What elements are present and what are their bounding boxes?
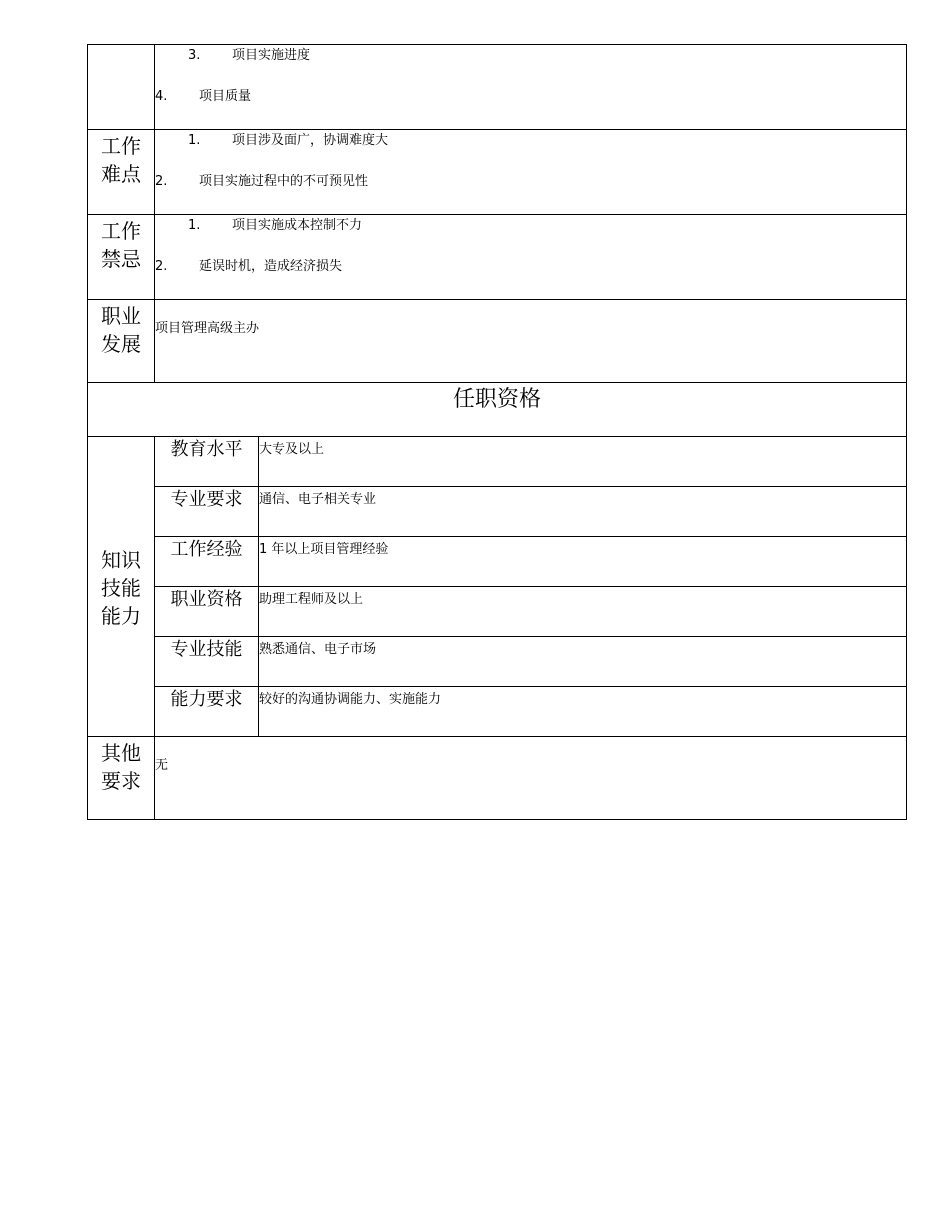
career-label (88, 300, 155, 383)
certification-value: 助理工程师及以上 (259, 587, 907, 637)
skill-value: 熟悉通信、电子市场 (259, 637, 907, 687)
label-line: 职业 (101, 304, 141, 328)
career-row (88, 300, 907, 383)
label-line: 禁忌 (101, 247, 141, 271)
list-item-text: 项目质量 (199, 89, 252, 104)
education-value: 大专及以上 (259, 437, 907, 487)
list-item-number: 3. (188, 48, 201, 63)
ability-label: 能力要求 (155, 687, 259, 737)
list-item (155, 173, 906, 191)
knowledge-row (88, 587, 907, 637)
list-item (155, 47, 906, 65)
knowledge-label (88, 437, 155, 737)
major-value: 通信、电子相关专业 (259, 487, 907, 537)
knowledge-row (88, 537, 907, 587)
education-label: 教育水平 (155, 437, 259, 487)
list-item-number: 1. (188, 133, 201, 148)
ability-value: 较好的沟通协调能力、实施能力 (259, 687, 907, 737)
skill-label: 专业技能 (155, 637, 259, 687)
list-item-number: 1. (188, 218, 201, 233)
list-item-number: 2. (155, 259, 168, 274)
list-item-text: 项目涉及面广，协调难度大 (232, 133, 389, 148)
certification-label: 职业资格 (155, 587, 259, 637)
other-label (88, 737, 155, 820)
experience-label: 工作经验 (155, 537, 259, 587)
difficulties-content-cell (155, 130, 907, 215)
list-item (155, 258, 906, 276)
taboos-content-cell (155, 215, 907, 300)
difficulties-row (88, 130, 907, 215)
qualification-header: 任职资格 (88, 383, 907, 437)
career-content-cell (155, 300, 907, 383)
list-item (155, 217, 906, 235)
other-text: 无 (155, 758, 169, 773)
knowledge-row (88, 487, 907, 537)
list-item-text: 项目实施进度 (232, 48, 311, 63)
progress-content-cell (155, 45, 907, 130)
label-line: 工作 (101, 134, 141, 158)
list-item-text: 延误时机，造成经济损失 (199, 259, 343, 274)
list-item-number: 2. (155, 174, 168, 189)
knowledge-row (88, 637, 907, 687)
difficulties-label (88, 130, 155, 215)
label-line: 难点 (101, 162, 141, 186)
label-line: 要求 (101, 769, 141, 793)
taboos-label (88, 215, 155, 300)
list-item-text: 项目实施过程中的不可预见性 (199, 174, 369, 189)
knowledge-row (88, 437, 907, 487)
experience-value: 1 年以上项目管理经验 (259, 537, 907, 587)
knowledge-row (88, 687, 907, 737)
progress-label-cell (88, 45, 155, 130)
label-line: 技能 (101, 575, 141, 600)
label-line: 发展 (101, 332, 141, 356)
list-item-text: 项目实施成本控制不力 (232, 218, 363, 233)
job-description-table (87, 44, 907, 820)
major-label: 专业要求 (155, 487, 259, 537)
progress-row (88, 45, 907, 130)
label-line: 知识 (101, 547, 141, 572)
qualification-header-row (88, 383, 907, 437)
label-line: 其他 (101, 741, 141, 765)
taboos-row (88, 215, 907, 300)
other-content-cell (155, 737, 907, 820)
label-line: 工作 (101, 219, 141, 243)
list-item (155, 88, 906, 106)
label-line: 能力 (101, 603, 141, 628)
other-row (88, 737, 907, 820)
list-item (155, 132, 906, 150)
career-text: 项目管理高级主办 (155, 321, 260, 336)
list-item-number: 4. (155, 89, 168, 104)
